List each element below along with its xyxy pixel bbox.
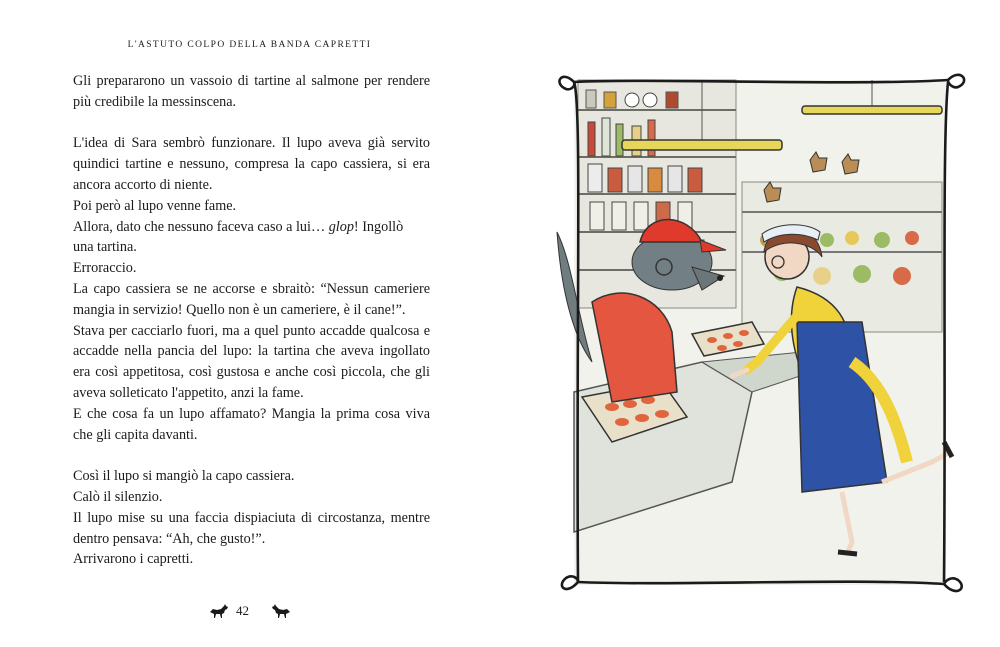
paragraph: E che cosa fa un lupo affamato? Mangia la prima cosa viva che gli capita davanti. bbox=[73, 405, 430, 443]
paragraph: Stava per cacciarlo fuori, ma a quel punto accadde qualcosa e accadde nella pancia del lupo: la tartina che aveva ingollato era così appetitosa, così gustosa e anche così piccola, che gli aveva solleticato l'appetito, anzi la fame. bbox=[73, 322, 430, 401]
paragraph: Poi però al lupo venne fame. bbox=[73, 197, 237, 214]
page-folio bbox=[200, 600, 300, 624]
paragraph-gap bbox=[73, 445, 430, 466]
story-text bbox=[73, 71, 430, 570]
paragraph: Arrivarono i capretti. bbox=[73, 551, 194, 568]
paragraph: Il lupo mise su una faccia dispiaciuta di circostanza, mentre dentro pensava: “Ah, che gusto!”. bbox=[73, 509, 430, 547]
paragraph: La capo cassiera se ne accorse e sbraitò: “Nessun cameriere mangia in servizio! Quello non è un cameriere, è il cane!”. bbox=[73, 280, 430, 318]
glop-tail: ! Ingollò bbox=[353, 218, 404, 235]
running-head: L'ASTUTO COLPO DELLA BANDA CAPRETTI bbox=[127, 40, 372, 50]
goat-silhouette-icon bbox=[270, 603, 292, 619]
shop-illustration bbox=[552, 62, 972, 607]
glop-lead: Allora, dato che nessuno faceva caso a lui… bbox=[73, 218, 329, 235]
paragraph-gap bbox=[73, 113, 430, 134]
paragraph: Così il lupo si mangiò la capo cassiera. bbox=[73, 468, 295, 485]
paragraph: L'idea di Sara sembrò funzionare. Il lupo aveva già servito quindici tartine e nessuno, compresa la capo cassiera, si era ancora accorto di niente. bbox=[73, 135, 430, 193]
paragraph-glop bbox=[73, 217, 430, 259]
paragraph: Erroraccio. bbox=[73, 260, 137, 277]
paragraph: Calò il silenzio. bbox=[73, 488, 163, 505]
goat-silhouette-icon bbox=[208, 603, 230, 619]
glop-italic: glop bbox=[328, 218, 354, 235]
paragraph: Gli prepararono un vassoio di tartine al salmone per rendere più credibile la messinscena. bbox=[73, 73, 430, 110]
glop-continuation: una tartina. bbox=[73, 239, 137, 256]
page-number: 42 bbox=[236, 603, 249, 618]
